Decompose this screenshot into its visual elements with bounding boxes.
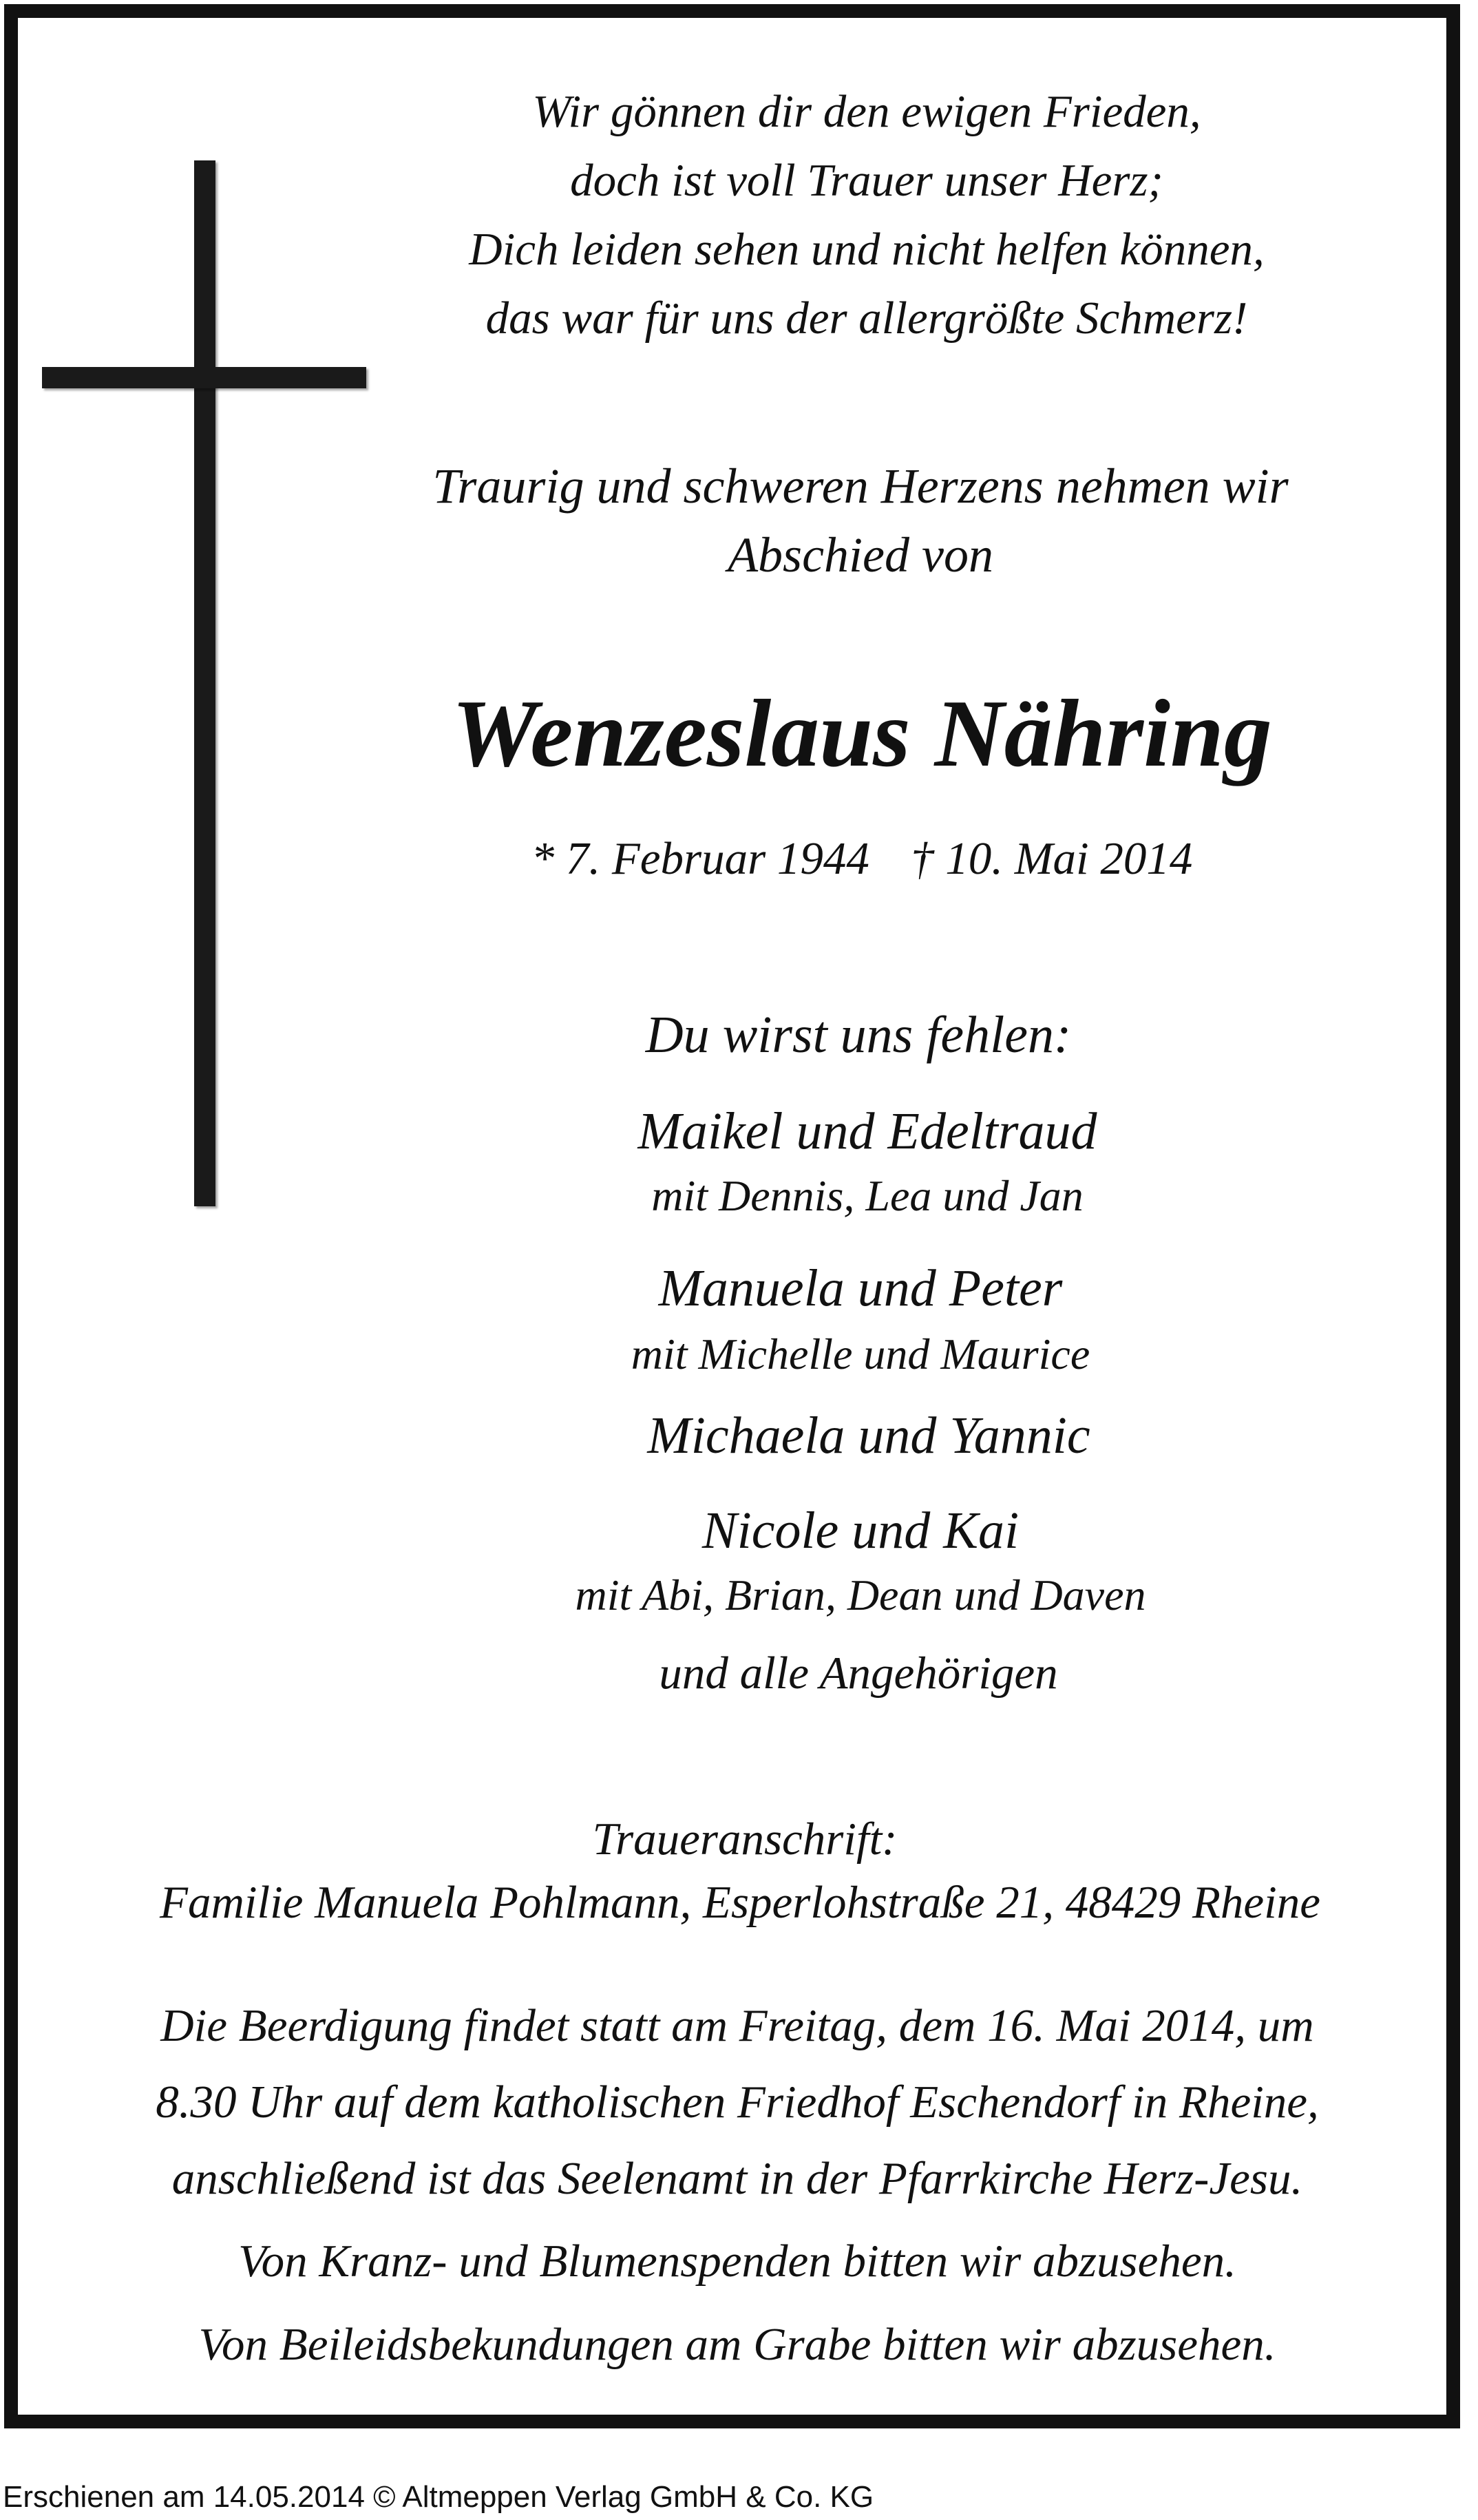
relative-group-1-children: mit Dennis, Lea und Jan	[651, 1171, 1084, 1220]
relative-group-3: Michaela und Yannic	[647, 1407, 1090, 1464]
request-no-condolences: Von Beileidsbekundungen am Grabe bitten wir abzusehen.	[198, 2319, 1276, 2370]
intro-line-2: Abschied von	[728, 527, 993, 582]
intro-line-1: Traurig und schweren Herzens nehmen wir	[432, 459, 1289, 514]
cross-horizontal-beam	[42, 367, 366, 388]
relative-group-2: Manuela und Peter	[658, 1259, 1063, 1317]
relative-group-4-children: mit Abi, Brian, Dean und Daven	[575, 1571, 1146, 1619]
cross-vertical-beam	[194, 160, 215, 1206]
funeral-line-3: anschließend ist das Seelenamt in der Pfarrkirche Herz-Jesu.	[171, 2153, 1303, 2204]
funeral-line-2: 8.30 Uhr auf dem katholischen Friedhof Eschendorf in Rheine,	[156, 2077, 1319, 2128]
poem-line-4: das war für uns der allergrößte Schmerz!	[485, 293, 1248, 344]
poem-line-2: doch ist voll Trauer unser Herz;	[570, 155, 1163, 206]
mourning-address: Familie Manuela Pohlmann, Esperlohstraße 21, 48429 Rheine	[160, 1877, 1320, 1928]
deceased-name: Wenzeslaus Nähring	[452, 680, 1272, 787]
poem-line-3: Dich leiden sehen und nicht helfen können,	[469, 224, 1265, 275]
relatives-closing: und alle Angehörigen	[659, 1648, 1058, 1699]
relative-group-1: Maikel und Edeltraud	[637, 1102, 1097, 1160]
funeral-line-1: Die Beerdigung findet statt am Freitag, dem 16. Mai 2014, um	[160, 2000, 1314, 2051]
relative-group-4: Nicole und Kai	[701, 1502, 1020, 1560]
publication-footer: Erschienen am 14.05.2014 © Altmeppen Verlag GmbH & Co. KG	[3, 2480, 874, 2514]
birth-date: * 7. Februar 1944	[531, 833, 869, 884]
deceased-dates	[531, 832, 1193, 885]
poem-line-1: Wir gönnen dir den ewigen Frieden,	[532, 86, 1201, 137]
request-no-flowers: Von Kranz- und Blumenspenden bitten wir abzusehen.	[238, 2236, 1236, 2287]
missing-heading: Du wirst uns fehlen:	[645, 1006, 1072, 1064]
death-date: † 10. Mai 2014	[910, 833, 1193, 884]
mourning-address-label: Traueranschrift:	[592, 1814, 898, 1865]
relative-group-2-children: mit Michelle und Maurice	[631, 1330, 1090, 1378]
